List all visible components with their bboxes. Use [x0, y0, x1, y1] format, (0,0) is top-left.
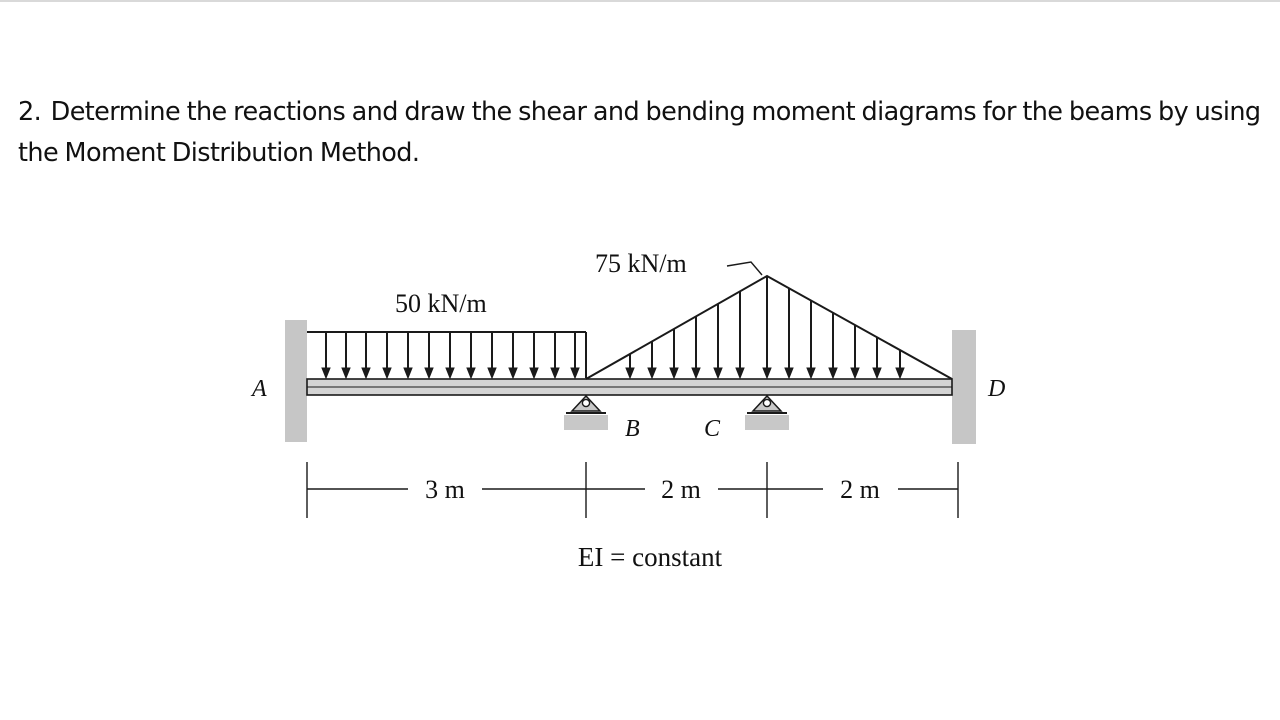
- beam: [307, 379, 952, 395]
- triangular-load: [586, 276, 952, 379]
- point-label-c: C: [704, 416, 721, 442]
- fixed-support-d: [952, 330, 976, 444]
- point-label-a: A: [252, 376, 267, 402]
- point-label-d: D: [988, 376, 1006, 402]
- span-label-ab: 3 m: [425, 475, 465, 504]
- point-label-b: B: [625, 416, 640, 442]
- peak-leader-line: [727, 262, 762, 275]
- stiffness-note: EI = constant: [577, 542, 723, 572]
- fixed-support-a: [285, 320, 307, 442]
- uniform-load: [307, 332, 586, 378]
- span-label-cd: 2 m: [840, 475, 880, 504]
- problem-text: Determine the reactions and draw the shear and bending moment diagrams for the beams by using the Moment Distribution Method.: [18, 97, 1261, 168]
- uniform-load-label: 50 kN/m: [395, 289, 487, 318]
- roller-support-b: [564, 396, 608, 430]
- triangular-load-label: 75 kN/m: [595, 249, 687, 278]
- span-label-bc: 2 m: [661, 475, 701, 504]
- problem-number: 2.: [18, 97, 42, 127]
- roller-support-c: [745, 396, 789, 430]
